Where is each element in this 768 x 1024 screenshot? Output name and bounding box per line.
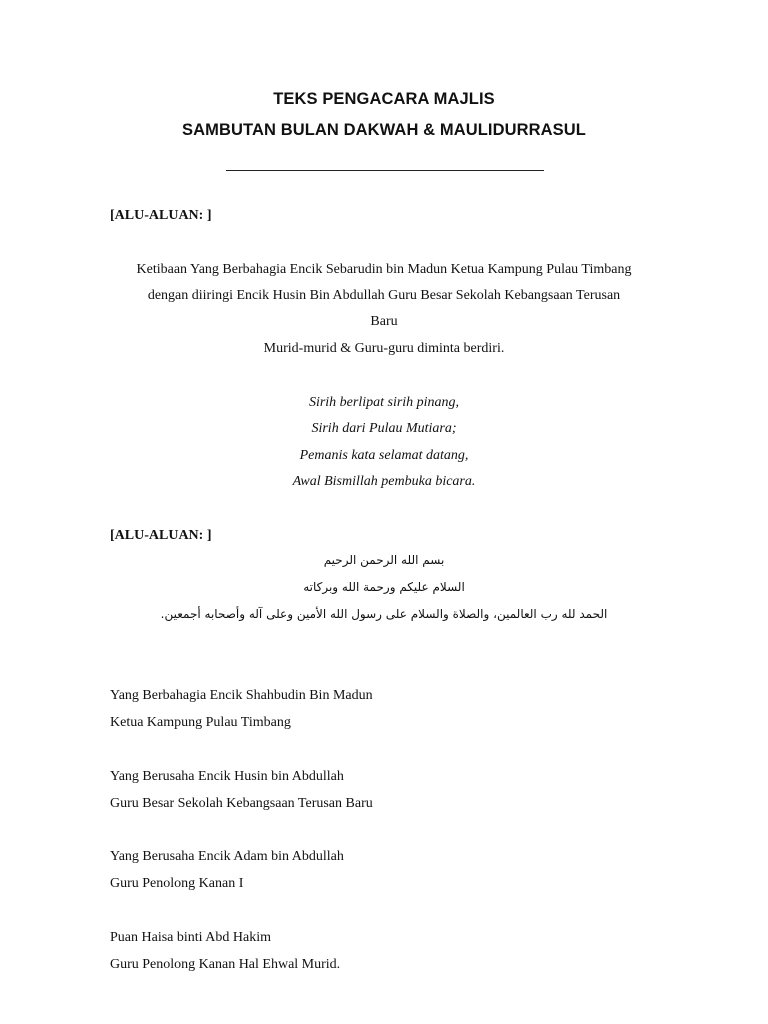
section-heading-welcome-2: [ALU-ALUAN: ] (110, 528, 212, 543)
intro-line: Baru (370, 314, 398, 329)
dignitary-name: Yang Berbahagia Encik Shahbudin Bin Madun (110, 688, 373, 703)
intro-line: Ketibaan Yang Berbahagia Encik Sebarudin bin Madun Ketua Kampung Pulau Timbang (136, 262, 632, 277)
dignitary-role: Ketua Kampung Pulau Timbang (110, 715, 291, 730)
arabic-salam: السلام عليكم ورحمة الله وبركاته (303, 580, 465, 594)
document-subtitle: SAMBUTAN BULAN DAKWAH & MAULIDURRASUL (182, 121, 586, 139)
pantun-line: Sirih dari Pulau Mutiara; (311, 421, 457, 436)
dignitary-name: Puan Haisa binti Abd Hakim (110, 930, 271, 945)
dignitary-role: Guru Penolong Kanan I (110, 876, 244, 891)
section-heading-welcome-1: [ALU-ALUAN: ] (110, 208, 212, 223)
arabic-basmala: بسم الله الرحمن الرحيم (323, 553, 445, 567)
intro-line: Murid-murid & Guru-guru diminta berdiri. (263, 341, 505, 356)
dignitary-role: Guru Penolong Kanan Hal Ehwal Murid. (110, 957, 341, 972)
arabic-hamdalah: الحمد لله رب العالمين، والصلاة والسلام على رسول الله الأمين وعلى آله وأصحابه أجمعين. (160, 607, 608, 621)
pantun-line: Awal Bismillah pembuka bicara. (292, 474, 476, 489)
dignitary-name: Yang Berusaha Encik Husin bin Abdullah (110, 769, 344, 784)
pantun-line: Pemanis kata selamat datang, (299, 448, 469, 463)
title-divider (226, 170, 544, 171)
intro-line: dengan diiringi Encik Husin Bin Abdullah Guru Besar Sekolah Kebangsaan Terusan (147, 288, 621, 303)
pantun-line: Sirih berlipat sirih pinang, (308, 395, 460, 410)
document-title: TEKS PENGACARA MAJLIS (273, 90, 495, 108)
dignitary-name: Yang Berusaha Encik Adam bin Abdullah (110, 849, 344, 864)
dignitary-role: Guru Besar Sekolah Kebangsaan Terusan Baru (110, 796, 373, 811)
